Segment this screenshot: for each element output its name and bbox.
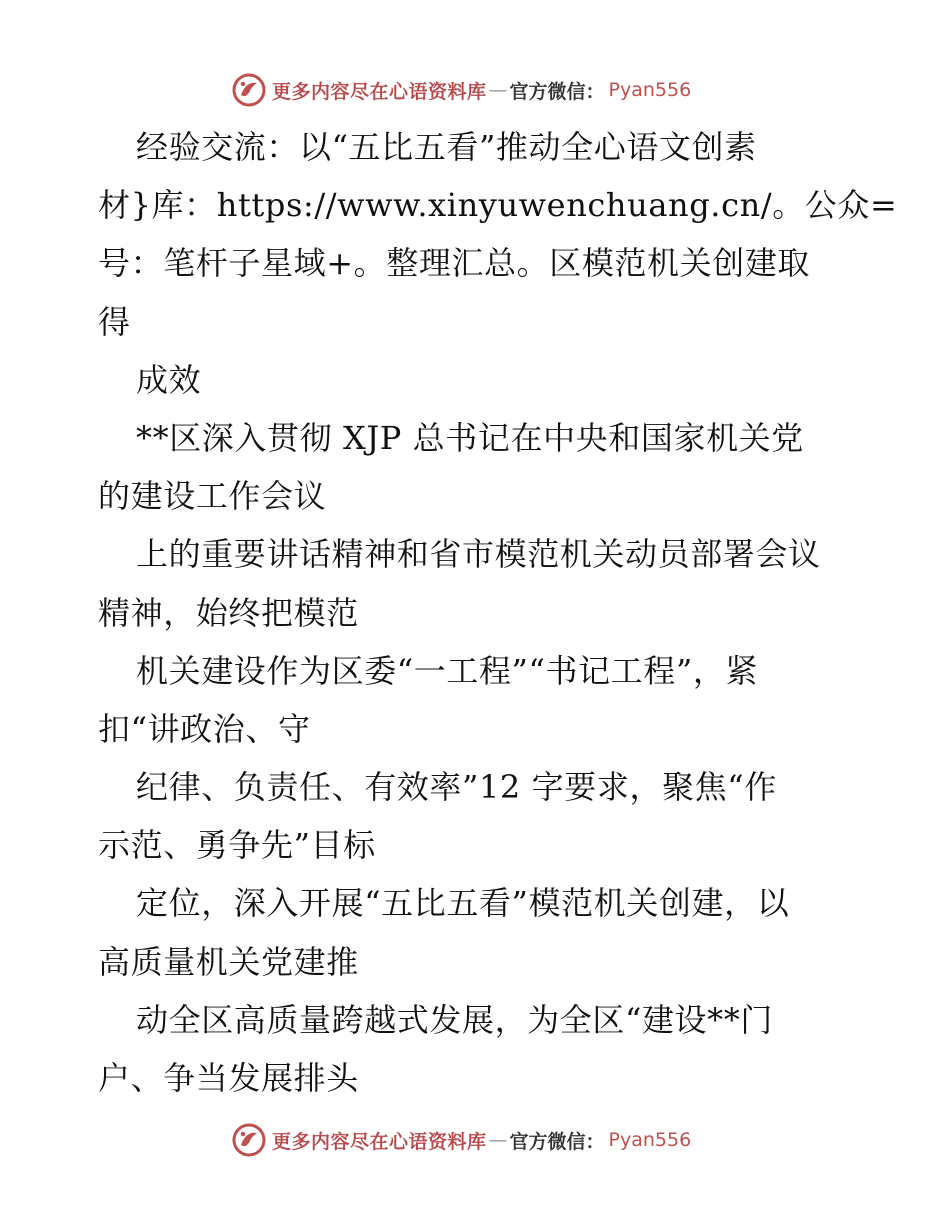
- body-line: 动全区高质量跨越式发展，为全区“建设**门: [136, 1000, 773, 1039]
- banner-main-text: 更多内容尽在心语资料库: [272, 80, 487, 103]
- body-line: 经验交流：以“五比五看”推动全心语文创素: [136, 128, 757, 166]
- body-line: **区深入贯彻 XJP 总书记在中央和国家机关党: [136, 418, 804, 457]
- body-line: 的建设工作会议: [98, 477, 327, 516]
- document-body: [98, 118, 898, 1107]
- body-line: 扣“讲政治、守: [98, 709, 311, 748]
- body-line: 高质量机关党建推: [98, 942, 359, 981]
- body-line: 号：笔杆子星域+。整理汇总。区模范机关创建取: [98, 244, 811, 283]
- body-line: 户、争当发展排头: [98, 1059, 359, 1097]
- body-line: 成效: [136, 360, 202, 399]
- banner-dash: —: [488, 1129, 508, 1151]
- banner-label: 官方微信：: [509, 1130, 605, 1153]
- body-line: 示范、勇争先”目标: [98, 826, 376, 865]
- body-line: 精神，始终把模范: [98, 593, 359, 632]
- body-line: 材}库：https://www.xinyuwenchuang.cn/。公众=: [98, 186, 898, 225]
- red-seal-logo-icon: [232, 73, 266, 107]
- header-banner: [232, 70, 712, 110]
- body-line: 得: [98, 302, 131, 341]
- body-line: 纪律、负责任、有效率”12 字要求，聚焦“作: [136, 768, 777, 807]
- red-seal-logo-icon: [232, 1123, 266, 1157]
- banner-dash: —: [488, 79, 508, 101]
- body-line: 机关建设作为区委“一工程”“书记工程”，紧: [136, 651, 759, 690]
- footer-banner: [232, 1120, 712, 1160]
- banner-main-text: 更多内容尽在心语资料库: [272, 1130, 487, 1153]
- body-line: 定位，深入开展“五比五看”模范机关创建，以: [136, 884, 790, 923]
- banner-account: Pyan556: [608, 79, 692, 101]
- banner-label: 官方微信：: [509, 80, 605, 103]
- banner-account: Pyan556: [608, 1129, 692, 1151]
- body-line: 上的重要讲话精神和省市模范机关动员部署会议: [136, 535, 821, 574]
